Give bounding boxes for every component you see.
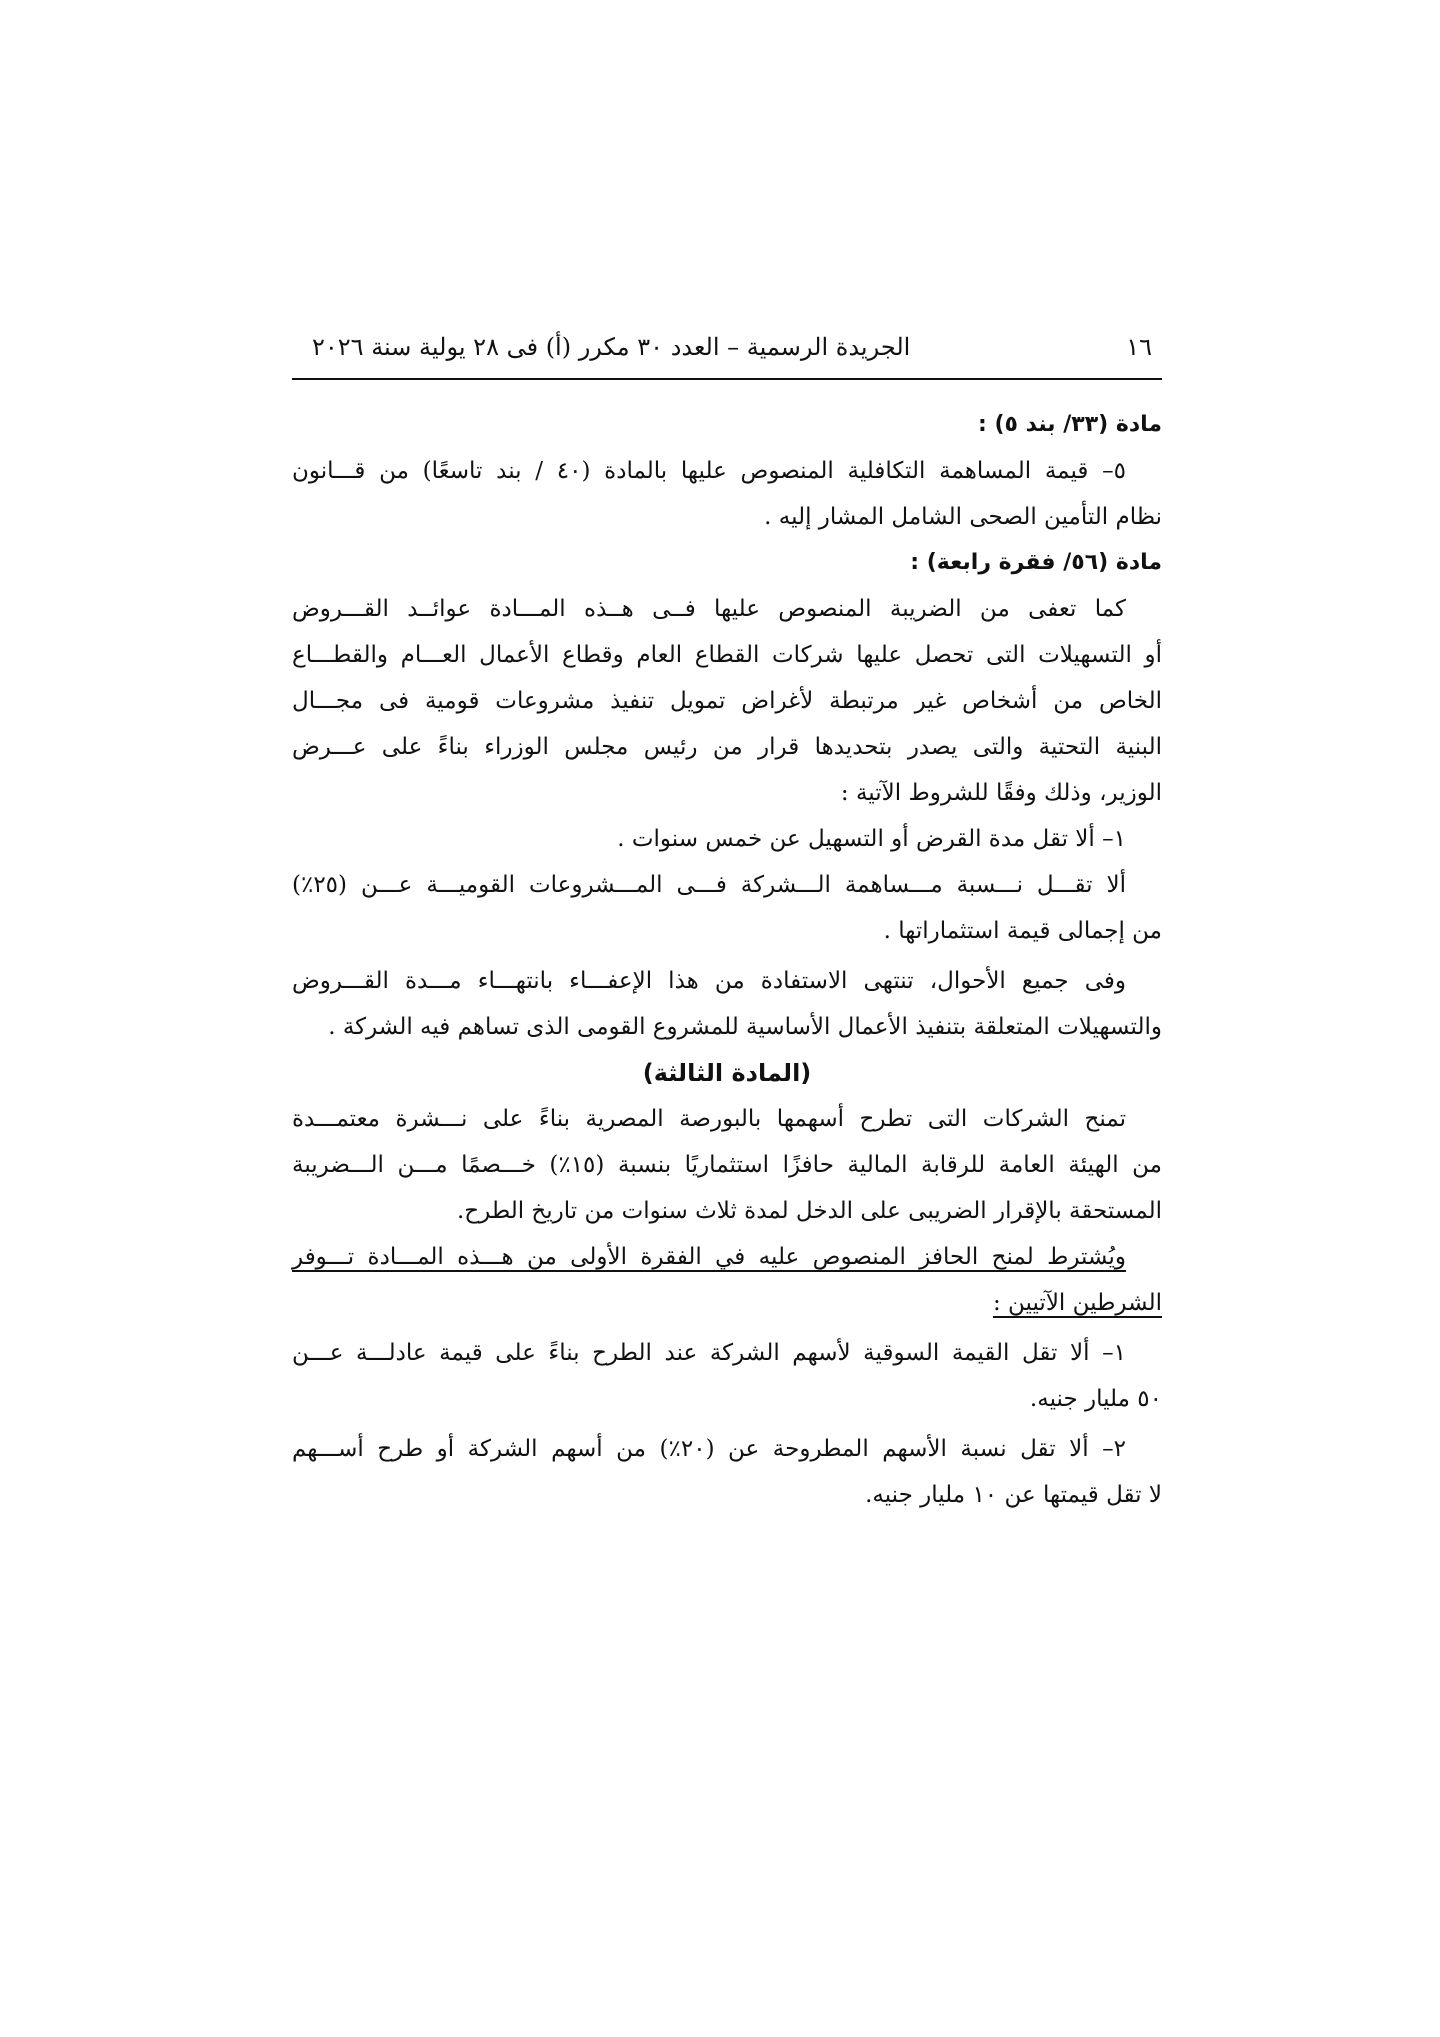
document-body xyxy=(292,402,1162,1518)
article-3-condition-2-line-2: لا تقل قيمتها عن ١٠ مليار جنيه. xyxy=(865,1482,1162,1508)
article-56-line-1: كما تعفى من الضريبة المنصوص عليها فــى هــذه المـــادة عوائــد القـــروض xyxy=(292,596,1126,622)
article-3-p1-line-2: من الهيئة العامة للرقابة المالية حافزًا استثماريًا بنسبة (١٥٪) خـــصمًا مـــن الـــضريبة xyxy=(292,1152,1162,1178)
all-cases-line-2: والتسهيلات المتعلقة بتنفيذ الأعمال الأساسية للمشروع القومى الذى تساهم فيه الشركة . xyxy=(328,1014,1162,1040)
article-56-heading: مادة (٥٦/ فقرة رابعة) : xyxy=(910,550,1162,575)
article-3-p2-line-2 xyxy=(292,1280,1162,1326)
gazette-title: الجريدة الرسمية – العدد ٣٠ مكرر (أ) فى ٢٨ يولية سنة ٢٠٢٦ xyxy=(312,333,911,361)
page-number: ١٦ xyxy=(1126,333,1152,361)
underlined-text: الشرطين الآتيين : xyxy=(992,1290,1162,1316)
article-56-line-4: البنية التحتية والتى يصدر بتحديدها قرار من رئيس مجلس الوزراء بناءً على عـــرض xyxy=(292,734,1162,760)
article-56-line-5: الوزير، وذلك وفقًا للشروط الآتية : xyxy=(840,780,1162,806)
article-3-p2-line-1 xyxy=(292,1234,1162,1280)
article-33-text-line-1: ٥– قيمة المساهمة التكافلية المنصوص عليها بالمادة (٤٠ / بند تاسعًا) من قـــانون xyxy=(292,458,1126,484)
document-page xyxy=(292,330,1162,1518)
underlined-text: ويُشترط لمنح الحافز المنصوص عليه في الفقرة الأولى من هـــذه المـــادة تـــوفر xyxy=(292,1244,1126,1270)
condition-2-line-1: ألا تقـــل نـــسبة مـــساهمة الـــشركة فـــى المـــشروعات القوميـــة عـــن (٢٥٪) xyxy=(292,872,1126,898)
article-33-text-line-2: نظام التأمين الصحى الشامل المشار إليه . xyxy=(764,504,1162,530)
article-56-line-2: أو التسهيلات التى تحصل عليها شركات القطاع العام وقطاع الأعمال العـــام والقطـــاع xyxy=(292,642,1162,668)
page-header xyxy=(292,330,1162,380)
article-33-heading: مادة (٣٣/ بند ٥) : xyxy=(978,412,1162,437)
condition-2-line-2: من إجمالى قيمة استثماراتها . xyxy=(883,918,1162,944)
article-3-p1-line-3: المستحقة بالإقرار الضريبى على الدخل لمدة ثلاث سنوات من تاريخ الطرح. xyxy=(457,1198,1162,1224)
all-cases-line-1: وفى جميع الأحوال، تنتهى الاستفادة من هذا الإعفـــاء بانتهـــاء مـــدة القـــروض xyxy=(292,968,1126,994)
article-3-condition-2-line-1: ٢– ألا تقل نسبة الأسهم المطروحة عن (٢٠٪) من أسهم الشركة أو طرح أســـهم xyxy=(292,1436,1126,1462)
article-56-line-3: الخاص من أشخاص غير مرتبطة لأغراض تمويل تنفيذ مشروعات قومية فى مجـــال xyxy=(292,688,1162,714)
article-3-p1-line-1: تمنح الشركات التى تطرح أسهمها بالبورصة المصرية بناءً على نـــشرة معتمـــدة xyxy=(292,1106,1126,1132)
article-3-condition-1-line-1: ١– ألا تقل القيمة السوقية لأسهم الشركة عند الطرح بناءً على قيمة عادلـــة عـــن xyxy=(292,1340,1126,1366)
article-3-condition-1-line-2: ٥٠ مليار جنيه. xyxy=(1029,1386,1162,1412)
condition-1: ١– ألا تقل مدة القرض أو التسهيل عن خمس سنوات . xyxy=(617,826,1126,852)
article-3-heading: (المادة الثالثة) xyxy=(642,1059,812,1087)
